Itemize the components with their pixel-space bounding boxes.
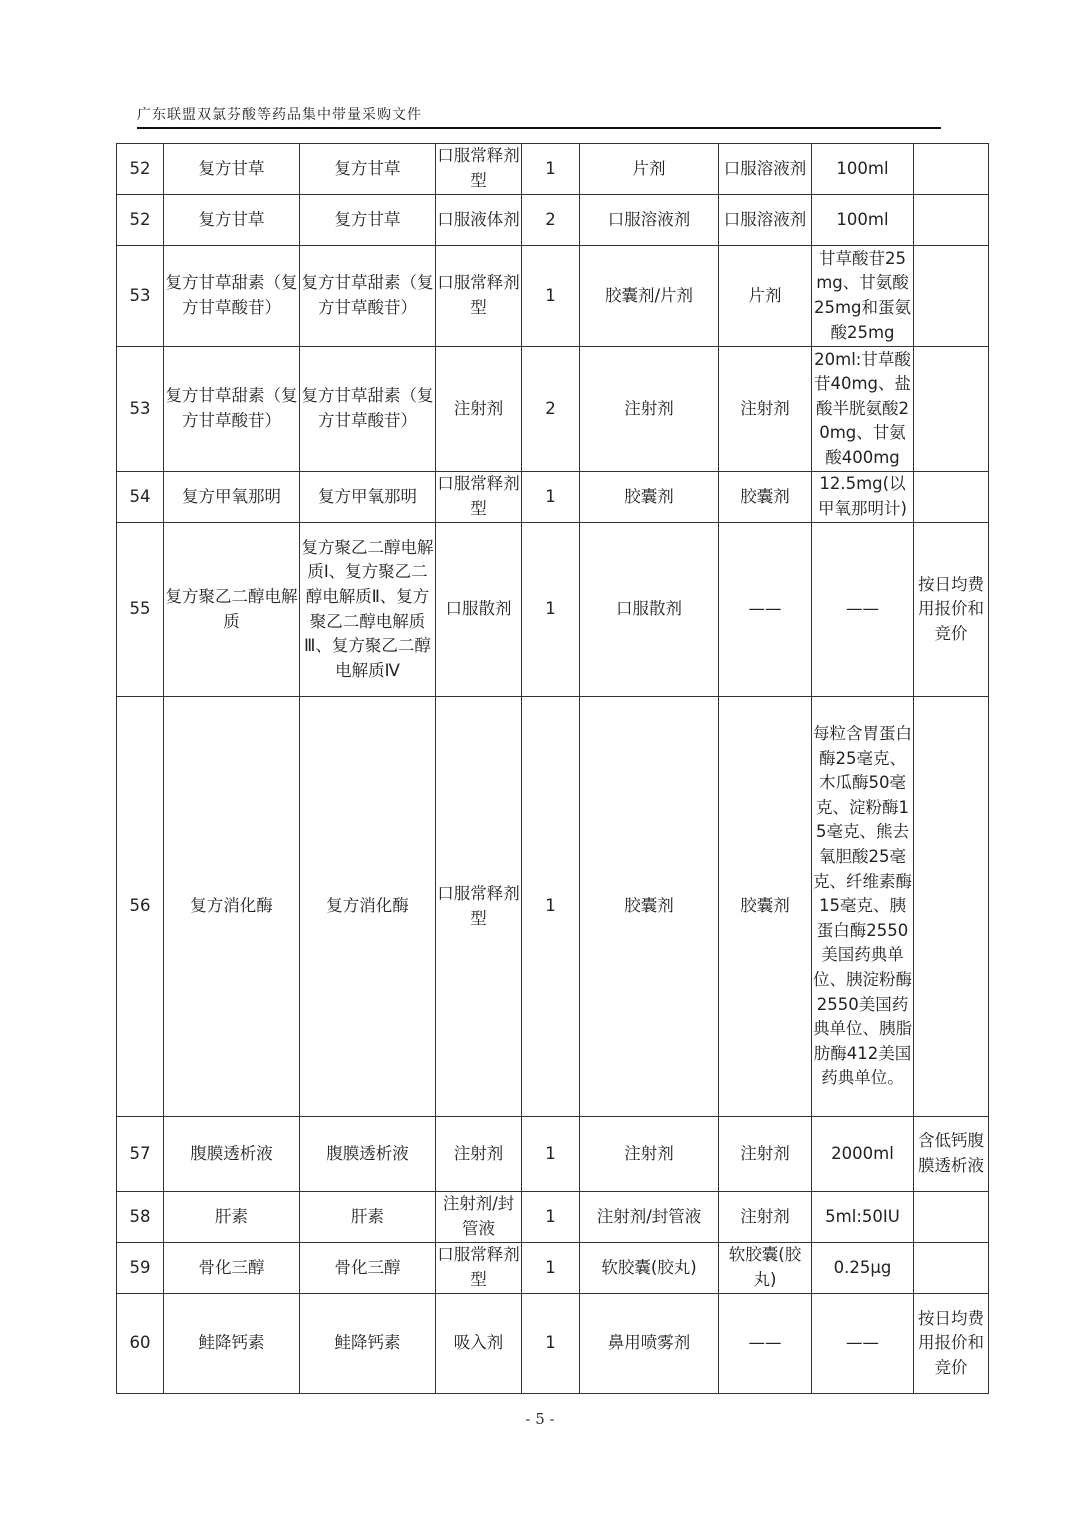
cell-seq: 1 — [522, 1294, 580, 1394]
cell-no: 53 — [117, 246, 164, 347]
cell-form-type: 胶囊剂 — [719, 472, 812, 523]
cell-form-type: 胶囊剂 — [719, 697, 812, 1117]
cell-name: 复方甘草甜素（复方甘草酸苷） — [164, 246, 300, 347]
table-row — [117, 246, 989, 347]
table-row — [117, 1294, 989, 1394]
cell-strength: —— — [812, 523, 914, 697]
cell-note — [914, 195, 989, 246]
cell-group: 注射剂 — [436, 1117, 522, 1192]
cell-seq: 2 — [522, 195, 580, 246]
cell-form: 注射剂/封管液 — [580, 1192, 719, 1243]
cell-form: 软胶囊(胶丸) — [580, 1243, 719, 1294]
cell-form: 片剂 — [580, 144, 719, 195]
cell-name: 鲑降钙素 — [164, 1294, 300, 1394]
cell-form-type: 片剂 — [719, 246, 812, 347]
cell-form: 胶囊剂 — [580, 472, 719, 523]
cell-group: 口服常释剂型 — [436, 144, 522, 195]
cell-name: 复方甘草甜素（复方甘草酸苷） — [164, 347, 300, 472]
cell-group: 注射剂 — [436, 347, 522, 472]
cell-strength: 100ml — [812, 144, 914, 195]
cell-group: 口服常释剂型 — [436, 697, 522, 1117]
cell-seq: 1 — [522, 1243, 580, 1294]
cell-spec-name: 肝素 — [300, 1192, 436, 1243]
cell-group: 吸入剂 — [436, 1294, 522, 1394]
cell-no: 59 — [117, 1243, 164, 1294]
cell-note — [914, 347, 989, 472]
cell-spec-name: 复方甘草甜素（复方甘草酸苷） — [300, 246, 436, 347]
cell-no: 52 — [117, 195, 164, 246]
cell-no: 55 — [117, 523, 164, 697]
cell-name: 复方甘草 — [164, 195, 300, 246]
cell-strength: 2000ml — [812, 1117, 914, 1192]
cell-strength: 100ml — [812, 195, 914, 246]
cell-form: 胶囊剂 — [580, 697, 719, 1117]
cell-strength: 5ml:50IU — [812, 1192, 914, 1243]
cell-no: 53 — [117, 347, 164, 472]
table-row — [117, 523, 989, 697]
cell-spec-name: 复方聚乙二醇电解质Ⅰ、复方聚乙二醇电解质Ⅱ、复方聚乙二醇电解质Ⅲ、复方聚乙二醇电解质Ⅳ — [300, 523, 436, 697]
header-rule — [137, 127, 941, 129]
cell-strength: —— — [812, 1294, 914, 1394]
cell-note — [914, 472, 989, 523]
cell-group: 口服常释剂型 — [436, 1243, 522, 1294]
cell-form: 口服散剂 — [580, 523, 719, 697]
cell-seq: 1 — [522, 1192, 580, 1243]
cell-no: 54 — [117, 472, 164, 523]
cell-note — [914, 246, 989, 347]
cell-spec-name: 复方甲氧那明 — [300, 472, 436, 523]
cell-note — [914, 1243, 989, 1294]
cell-strength: 12.5mg(以甲氧那明计) — [812, 472, 914, 523]
cell-no: 57 — [117, 1117, 164, 1192]
cell-form: 胶囊剂/片剂 — [580, 246, 719, 347]
cell-group: 注射剂/封管液 — [436, 1192, 522, 1243]
cell-note: 按日均费用报价和竞价 — [914, 523, 989, 697]
cell-spec-name: 骨化三醇 — [300, 1243, 436, 1294]
cell-form-type: 注射剂 — [719, 1117, 812, 1192]
cell-no: 52 — [117, 144, 164, 195]
cell-seq: 1 — [522, 1117, 580, 1192]
cell-form-type: 软胶囊(胶丸) — [719, 1243, 812, 1294]
cell-group: 口服液体剂 — [436, 195, 522, 246]
cell-spec-name: 鲑降钙素 — [300, 1294, 436, 1394]
cell-seq: 1 — [522, 246, 580, 347]
cell-seq: 1 — [522, 523, 580, 697]
cell-spec-name: 复方消化酶 — [300, 697, 436, 1117]
cell-form: 口服溶液剂 — [580, 195, 719, 246]
cell-note — [914, 697, 989, 1117]
cell-group: 口服散剂 — [436, 523, 522, 697]
table-row — [117, 697, 989, 1117]
cell-form-type: 注射剂 — [719, 347, 812, 472]
table-row — [117, 347, 989, 472]
cell-spec-name: 腹膜透析液 — [300, 1117, 436, 1192]
cell-form-type: —— — [719, 523, 812, 697]
cell-seq: 1 — [522, 472, 580, 523]
table-row — [117, 144, 989, 195]
cell-name: 复方甲氧那明 — [164, 472, 300, 523]
cell-spec-name: 复方甘草甜素（复方甘草酸苷） — [300, 347, 436, 472]
cell-no: 58 — [117, 1192, 164, 1243]
cell-no: 56 — [117, 697, 164, 1117]
cell-note — [914, 144, 989, 195]
cell-strength: 20ml:甘草酸苷40mg、盐酸半胱氨酸20mg、甘氨酸400mg — [812, 347, 914, 472]
cell-form-type: —— — [719, 1294, 812, 1394]
document-header: 广东联盟双氯芬酸等药品集中带量采购文件 — [137, 107, 422, 123]
cell-form: 注射剂 — [580, 347, 719, 472]
cell-form-type: 口服溶液剂 — [719, 144, 812, 195]
cell-seq: 1 — [522, 697, 580, 1117]
cell-name: 复方消化酶 — [164, 697, 300, 1117]
cell-form-type: 注射剂 — [719, 1192, 812, 1243]
page-number: - 5 - — [525, 1410, 555, 1428]
cell-form: 注射剂 — [580, 1117, 719, 1192]
cell-note: 含低钙腹膜透析液 — [914, 1117, 989, 1192]
cell-name: 复方聚乙二醇电解质 — [164, 523, 300, 697]
cell-group: 口服常释剂型 — [436, 472, 522, 523]
cell-note — [914, 1192, 989, 1243]
cell-spec-name: 复方甘草 — [300, 195, 436, 246]
cell-form: 鼻用喷雾剂 — [580, 1294, 719, 1394]
drug-table — [116, 143, 989, 1394]
cell-strength: 每粒含胃蛋白酶25毫克、木瓜酶50毫克、淀粉酶15毫克、熊去氧胆酸25毫克、纤维素酶15毫克、胰蛋白酶2550美国药典单位、胰淀粉酶2550美国药典单位、胰脂肪酶412美国药典单位。 — [812, 697, 914, 1117]
cell-name: 复方甘草 — [164, 144, 300, 195]
table-row — [117, 472, 989, 523]
cell-seq: 1 — [522, 144, 580, 195]
cell-group: 口服常释剂型 — [436, 246, 522, 347]
table-row — [117, 1117, 989, 1192]
cell-seq: 2 — [522, 347, 580, 472]
cell-strength: 0.25μg — [812, 1243, 914, 1294]
table-row — [117, 1243, 989, 1294]
table-row — [117, 1192, 989, 1243]
cell-strength: 甘草酸苷25mg、甘氨酸25mg和蛋氨酸25mg — [812, 246, 914, 347]
cell-note: 按日均费用报价和竞价 — [914, 1294, 989, 1394]
cell-form-type: 口服溶液剂 — [719, 195, 812, 246]
table-row — [117, 195, 989, 246]
cell-spec-name: 复方甘草 — [300, 144, 436, 195]
cell-name: 肝素 — [164, 1192, 300, 1243]
cell-no: 60 — [117, 1294, 164, 1394]
cell-name: 骨化三醇 — [164, 1243, 300, 1294]
cell-name: 腹膜透析液 — [164, 1117, 300, 1192]
